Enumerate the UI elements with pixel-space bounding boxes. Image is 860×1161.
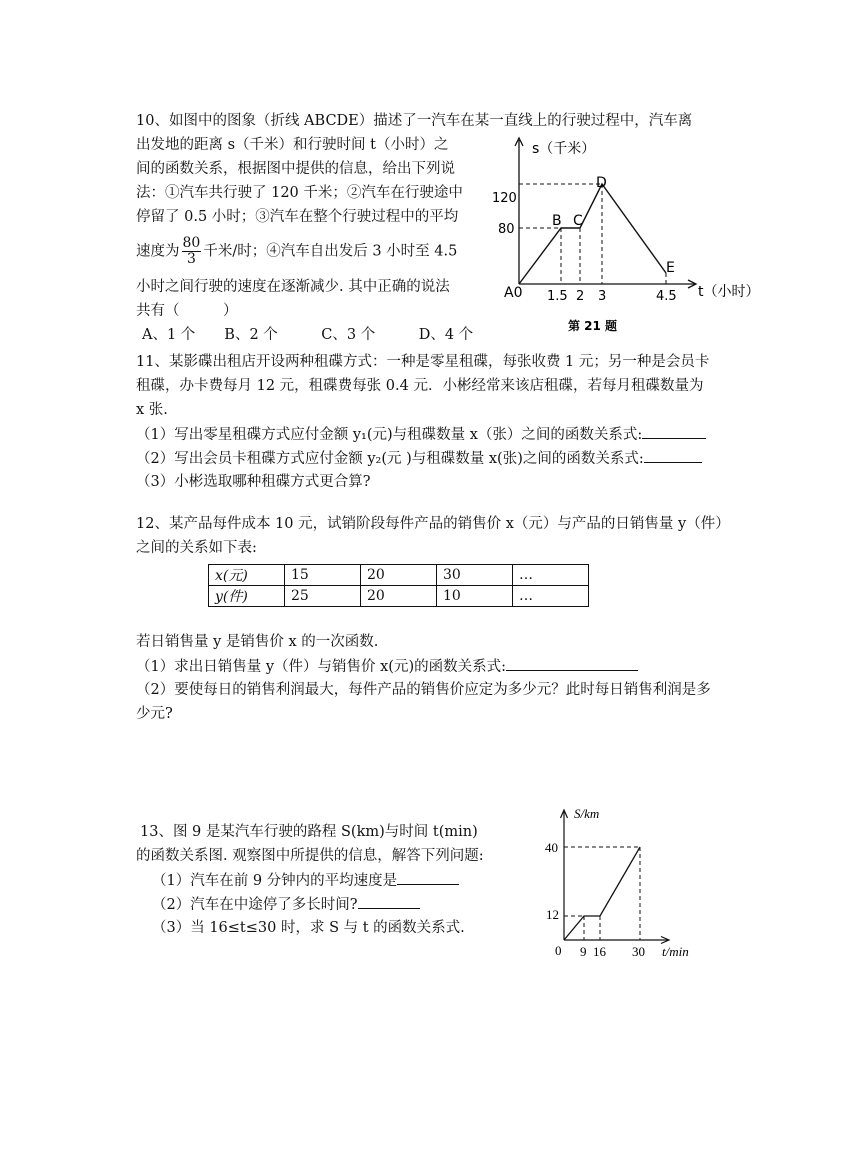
table-cell: 15: [285, 565, 361, 586]
q11-answer-blank-2[interactable]: [644, 448, 702, 463]
q10-line-6-prefix: 速度为: [136, 243, 180, 260]
q13-sub-1: [152, 870, 459, 891]
q13-answer-blank-2[interactable]: [358, 894, 420, 909]
q13-x-axis-label: t/min: [662, 944, 689, 959]
q13-y-axis-label: S/km: [574, 806, 600, 821]
table-row: [209, 565, 589, 586]
q10-options: A、1 个 B、2 个 C、3 个 D、4 个: [142, 327, 474, 343]
q10-figure-caption: 第 21 题: [568, 319, 618, 333]
q11-answer-blank-1[interactable]: [642, 424, 706, 439]
table-cell: …: [513, 586, 589, 607]
q10-x-tick-3: 3: [598, 289, 607, 304]
table-cell: 10: [437, 586, 513, 607]
q13-line-2: 的函数关系图. 观察图中所提供的信息，解答下列问题:: [136, 848, 484, 864]
q13-distance-polyline: [564, 847, 640, 940]
table-cell: 25: [285, 586, 361, 607]
q10-y-axis-label: s（千米）: [532, 141, 596, 157]
table-cell: x(元): [209, 565, 285, 586]
q10-origin-label: A0: [504, 285, 523, 301]
q10-line-7: 小时之间行驶的速度在逐渐减少. 其中正确的说法: [136, 279, 450, 295]
q11-sub-2-text: （2）写出会员卡租碟方式应付金额 y₂(元 )与租碟数量 x(张)之间的函数关系式:: [136, 451, 644, 467]
q11-line-1: 11、某影碟出租店开设两种租碟方式：一种是零星租碟，每张收费 1 元；另一种是会员卡: [136, 354, 710, 370]
q10-line-6-suffix: 千米/时；④汽车自出发后 3 小时至 4.5: [203, 243, 458, 260]
q10-line-8: 共有（ ）: [136, 303, 238, 319]
q13-answer-blank[interactable]: [397, 870, 459, 885]
q10-line-1: 10、如图中的图象（折线 ABCDE）描述了一汽车在某一直线上的行驶过程中，汽车离: [136, 113, 693, 129]
q13-sub-1-text: （1）汽车在前 9 分钟内的平均速度是: [152, 873, 398, 889]
q10-guide-lines: [519, 184, 666, 284]
table-cell: 20: [361, 586, 437, 607]
q10-point-c: C: [573, 213, 583, 229]
q13-figure: [540, 800, 710, 966]
q11-sub-2: [136, 448, 702, 469]
q10-y-tick-120: 120: [492, 191, 517, 206]
fraction-numerator: 80: [182, 235, 201, 251]
q10-x-axis-label: t（小时）: [698, 284, 760, 300]
q10-x-tick-1-5: 1.5: [547, 289, 568, 304]
q10-line-2: 出发地的距离 s（千米）和行驶时间 t（小时）之: [136, 137, 449, 153]
q12-sub-1-text: （1）求出日销售量 y（件）与销售价 x(元)的函数关系式:: [136, 659, 507, 675]
q10-figure: [490, 132, 780, 338]
q12-sub-2b: 少元?: [136, 706, 173, 722]
q12-line-1: 12、某产品每件成本 10 元，试销阶段每件产品的销售价 x（元）与产品的日销售量 y（件）: [136, 516, 730, 532]
q10-line-6: [136, 236, 457, 267]
q13-y-tick-40: 40: [545, 840, 558, 855]
q10-point-b: B: [552, 213, 562, 229]
q10-line-4: 法：①汽车共行驶了 120 千米；②汽车在行驶途中: [136, 185, 463, 201]
q10-x-tick-4-5: 4.5: [656, 289, 677, 304]
q10-abcde-polyline: [519, 184, 666, 284]
q11-line-2: 租碟，办卡费每月 12 元，租碟费每张 0.4 元．小彬经常来该店租碟，若每月租碟数量为: [136, 378, 704, 394]
q13-line-1: 13、图 9 是某汽车行驶的路程 S(km)与时间 t(min): [140, 824, 478, 840]
q10-line-3: 间的函数关系，根据图中提供的信息，给出下列说: [136, 161, 455, 177]
q10-x-tick-2: 2: [576, 289, 585, 304]
q12-answer-blank[interactable]: [506, 656, 638, 671]
q10-line-5: 停留了 0.5 小时；③汽车在整个行驶过程中的平均: [136, 209, 459, 225]
table-cell: …: [513, 565, 589, 586]
table-cell: y(件): [209, 586, 285, 607]
q11-sub-3: （3）小彬选取哪种租碟方式更合算?: [136, 474, 371, 490]
q10-point-e: E: [666, 260, 675, 276]
q13-sub-3: （3）当 16≤t≤30 时，求 S 与 t 的函数关系式.: [152, 920, 465, 936]
q12-table: [208, 564, 589, 607]
q12-sub-2a: （2）要使每日的销售利润最大，每件产品的销售价应定为多少元？此时每日销售利润是多: [136, 682, 711, 698]
q12-line-3: 若日销售量 y 是销售价 x 的一次函数.: [136, 634, 379, 650]
q12-sub-1: [136, 656, 638, 677]
q11-line-3: x 张.: [136, 402, 168, 418]
q13-origin-label: 0: [555, 943, 562, 958]
q10-y-tick-80: 80: [498, 222, 515, 237]
q11-sub-1-text: （1）写出零星租碟方式应付金额 y₁(元)与租碟数量 x（张）之间的函数关系式:: [136, 427, 643, 443]
q12-line-2: 之间的关系如下表:: [136, 540, 257, 556]
q11-sub-1: [136, 424, 706, 445]
q13-x-tick-9: 9: [580, 944, 587, 959]
q10-fraction: [182, 236, 202, 267]
table-cell: 30: [437, 565, 513, 586]
fraction-denominator: 3: [186, 251, 196, 267]
q10-point-d: D: [596, 175, 607, 191]
table-row: [209, 586, 589, 607]
q13-y-tick-12: 12: [546, 907, 559, 922]
q13-sub-2: [152, 894, 420, 915]
table-cell: 20: [361, 565, 437, 586]
q13-x-tick-30: 30: [632, 944, 645, 959]
q13-sub-2-text: （2）汽车在中途停了多长时间?: [152, 897, 358, 913]
q13-x-tick-16: 16: [593, 944, 606, 959]
